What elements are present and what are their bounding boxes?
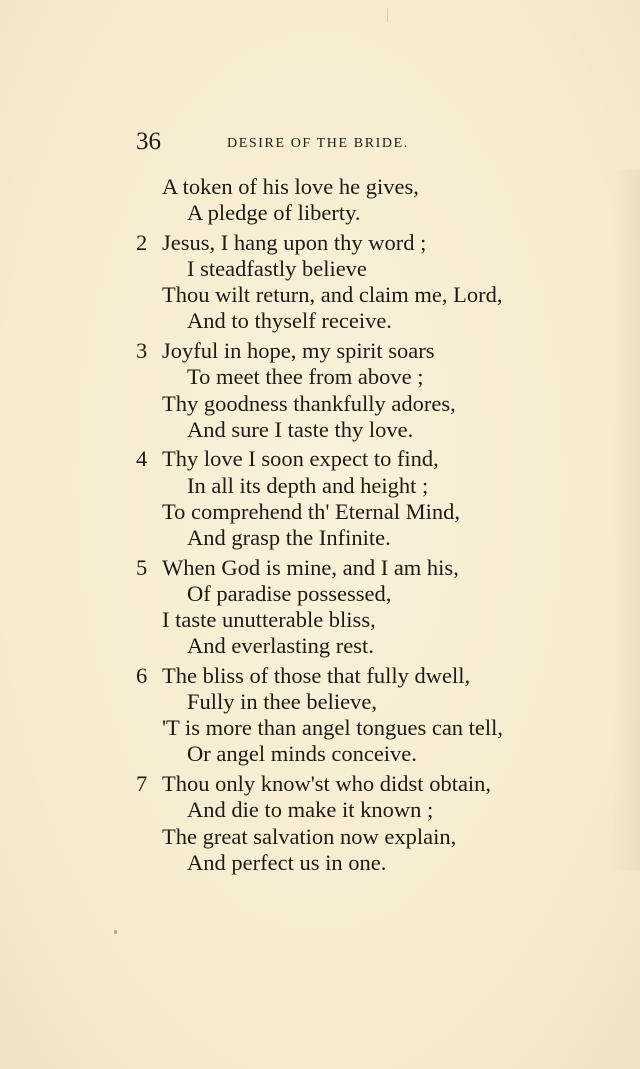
- verse-line: [136, 824, 626, 850]
- page-header: [136, 126, 466, 162]
- verse-text: In all its depth and height ;: [187, 472, 429, 498]
- verse-text: When God is mine, and I am his,: [162, 554, 459, 580]
- verse-line: [136, 499, 626, 525]
- verse-line: [136, 525, 626, 551]
- verse-text: The bliss of those that fully dwell,: [162, 662, 471, 688]
- verse-line: [136, 797, 626, 823]
- verse-text: And everlasting rest.: [187, 633, 374, 659]
- verse-line: [136, 715, 626, 741]
- verse-line: [136, 446, 626, 472]
- hymn-body: [136, 174, 626, 876]
- stanza-number: 4: [136, 446, 148, 472]
- paper-speck: [114, 930, 117, 934]
- verse-line: [136, 555, 626, 581]
- verse-text: And to thyself receive.: [187, 308, 392, 334]
- verse-text: I steadfastly believe: [187, 256, 367, 282]
- verse-line: [136, 308, 626, 334]
- verse-line: [136, 230, 626, 256]
- verse-text: And sure I taste thy love.: [187, 416, 414, 442]
- verse-line: [136, 200, 626, 226]
- verse-text: And grasp the Infinite.: [187, 524, 391, 550]
- verse-text: Thou wilt return, and claim me, Lord,: [162, 282, 503, 308]
- verse-line: [136, 256, 626, 282]
- verse-text: Thy goodness thankfully adores,: [162, 390, 456, 416]
- verse-line: [136, 850, 626, 876]
- verse-text: And perfect us in one.: [187, 849, 387, 875]
- verse-text: To comprehend th' Eternal Mind,: [162, 498, 461, 524]
- verse-text: Jesus, I hang upon thy word ;: [162, 229, 427, 255]
- verse-line: [136, 689, 626, 715]
- verse-text: 'T is more than angel tongues can tell,: [162, 715, 504, 741]
- verse-text: A pledge of liberty.: [187, 200, 361, 226]
- verse-text: To meet thee from above ;: [187, 364, 424, 390]
- verse-text: The great salvation now explain,: [162, 823, 457, 849]
- verse-text: Or angel minds conceive.: [187, 741, 417, 767]
- verse-text: I taste unutterable bliss,: [162, 607, 376, 632]
- paper-fleck: [387, 8, 388, 22]
- stanza-number: 7: [136, 771, 148, 797]
- verse-line: [136, 174, 626, 200]
- verse-line: [136, 338, 626, 364]
- verse-text: And die to make it known ;: [187, 797, 434, 823]
- stanza-number: 5: [136, 554, 148, 580]
- verse-text: Thou only know'st who didst obtain,: [162, 771, 492, 797]
- stanza-number: 3: [136, 338, 148, 364]
- verse-line: [136, 473, 626, 499]
- verse-line: [136, 663, 626, 689]
- stanza-number: 2: [136, 229, 148, 255]
- verse-text: Joyful in hope, my spirit soars: [162, 338, 435, 364]
- verse-text: Thy love I soon expect to find,: [162, 446, 439, 472]
- running-head: DESIRE OF THE BRIDE.: [227, 136, 409, 151]
- verse-text: A token of his love he gives,: [162, 174, 419, 199]
- verse-line: [136, 633, 626, 659]
- verse-line: [136, 741, 626, 767]
- verse-line: [136, 607, 626, 633]
- verse-line: [136, 771, 626, 797]
- verse-line: [136, 391, 626, 417]
- verse-line: [136, 581, 626, 607]
- verse-text: Fully in thee believe,: [187, 689, 377, 715]
- verse-line: [136, 364, 626, 390]
- verse-text: Of paradise possessed,: [187, 580, 392, 606]
- stanza-number: 6: [136, 662, 148, 688]
- verse-line: [136, 282, 626, 308]
- verse-line: [136, 417, 626, 443]
- page-number: 36: [136, 128, 161, 155]
